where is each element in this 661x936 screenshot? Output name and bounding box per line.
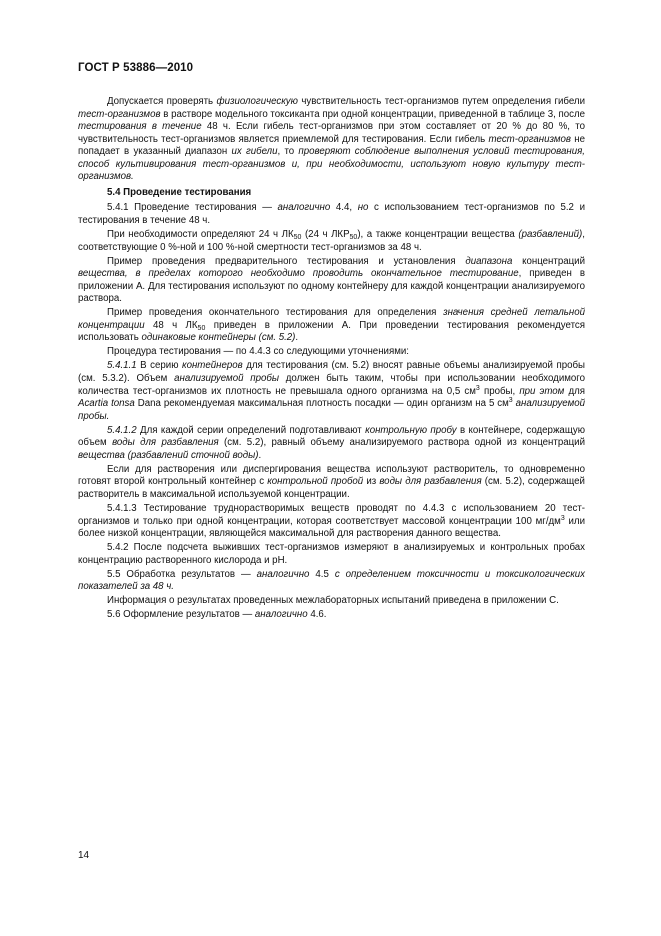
superscript: 3 bbox=[508, 397, 513, 405]
text-run: должен быть таким, чтобы при использовании необходимого количества тест-организмов их плотность не превышала одного организма на 0,5 см bbox=[78, 372, 585, 397]
italic-text: контрольную пробу bbox=[365, 424, 457, 436]
paragraph bbox=[78, 346, 585, 359]
text-run: В серию bbox=[136, 360, 183, 372]
text-run: 48 ч ЛК bbox=[144, 319, 198, 331]
italic-text: при этом bbox=[519, 385, 565, 397]
italic-text: 5.4.1.1 bbox=[107, 360, 137, 372]
text-run: 4.5 bbox=[309, 568, 335, 580]
italic-text: с определением токсичности и токсикологических показателей за 48 ч. bbox=[78, 568, 585, 593]
italic-text: аналогично bbox=[256, 568, 310, 580]
text-run: Пример проведения окончательного тестирования для определения bbox=[107, 307, 444, 319]
text-run: в контейнере, содержащую объем bbox=[78, 424, 586, 449]
text-run: 4.4, bbox=[330, 202, 358, 214]
text-run: (24 ч ЛКР bbox=[301, 228, 350, 240]
italic-text: тест-организмов bbox=[78, 108, 161, 120]
subscript: 50 bbox=[349, 233, 358, 241]
text-run: При необходимости определяют 24 ч ЛК bbox=[107, 228, 294, 240]
text-run: приведен в приложении А. При проведении тестирования рекомендуется использовать bbox=[78, 319, 585, 344]
text-run: или более низкой концентрации, являющейся максимальной для растворения данного вещества. bbox=[78, 515, 585, 540]
text-run: для bbox=[564, 385, 585, 397]
italic-text: анализируемой пробы. bbox=[78, 398, 585, 422]
document-header: ГОСТ Р 53886—2010 bbox=[78, 62, 194, 74]
text-run: , то bbox=[277, 146, 299, 158]
italic-text: воды для разбавления bbox=[379, 476, 482, 488]
text-run: (см. 5.2), содержащей растворитель в максимальной используемой концентрации. bbox=[78, 476, 585, 500]
text-run: , приведен в приложении А. Для тестирования используют по одному контейнеру для каждой концентрации анализируемого раствора. bbox=[78, 268, 586, 305]
text-run: Процедура тестирования — по 4.4.3 со следующими уточнениями: bbox=[107, 346, 409, 358]
italic-text: аналогично bbox=[277, 202, 331, 214]
text-run: ), а также концентрации вещества bbox=[357, 228, 519, 240]
paragraph bbox=[78, 569, 585, 594]
italic-text: их гибели bbox=[231, 146, 278, 158]
text-run: Dana рекомендуемая максимальная плотность посадки — один организм на 5 см bbox=[134, 398, 509, 410]
text-run: 5.6 Оформление результатов — bbox=[107, 609, 255, 621]
italic-text: аналогично bbox=[254, 609, 308, 621]
italic-text: воды для разбавления bbox=[112, 437, 219, 449]
italic-text: но bbox=[357, 202, 369, 214]
text-run: 5.4 Проведение тестирования bbox=[107, 186, 252, 198]
text-run: для тестирования (см. 5.2) вносят равные объемы анализируемой пробы (см. 5.3.2). Объем bbox=[78, 360, 585, 384]
paragraph bbox=[78, 595, 585, 608]
italic-text: значения средней летальной концентрации bbox=[78, 307, 585, 331]
text-run: Допускается проверять bbox=[107, 96, 217, 107]
italic-text: вещества, в пределах которого необходимо проводить окончательное тестирование bbox=[78, 268, 519, 280]
text-run: 5.4.1.3 Тестирование труднорастворимых веществ проводят по 4.4.3 с использованием 20 тест-организмов и только при одной концентрации, которая соответствует массовой концентрации 100 мг/дм bbox=[78, 502, 585, 527]
text-run: Информация о результатах проведенных межлабораторных испытаний приведена в приложении С. bbox=[107, 595, 559, 607]
text-run: не попадает в указанный диапазон bbox=[78, 133, 585, 158]
text-run: 4.6. bbox=[307, 609, 327, 621]
italic-text: 5.4.1.2 bbox=[107, 424, 137, 436]
text-run: (см. 5.2), равный объему анализируемого раствора одной из концентраций bbox=[218, 437, 585, 449]
text-run: 5.4.1 Проведение тестирования — bbox=[107, 202, 278, 214]
text-run: Если для растворения или диспергирования вещества используют растворитель, то одновременно готовят второй контрольный контейнер с bbox=[78, 463, 585, 488]
document-body bbox=[78, 96, 585, 623]
subscript: 50 bbox=[293, 233, 302, 241]
text-run: 5.4.2 После подсчета выживших тест-организмов измеряют в анализируемых и контрольных пробах концентрацию растворенного кислорода и pH. bbox=[78, 542, 585, 566]
section-heading bbox=[78, 187, 585, 200]
italic-text: (разбавлений) bbox=[518, 228, 583, 240]
text-run: Для каждой серии определений подготавливают bbox=[136, 424, 366, 436]
text-run: 48 ч. Если гибель тест-организмов при этом составляет от 20 % до 80 %, то чувствительность тест-организмов является приемлемой для тестирования. Если гибель bbox=[78, 121, 585, 145]
paragraph bbox=[78, 464, 585, 502]
text-run: с использованием тест-организмов по 5.2 и тестирования в течение 48 ч. bbox=[78, 202, 585, 226]
text-run: чувствительность тест-организмов путем определения гибели bbox=[297, 96, 585, 107]
paragraph bbox=[78, 96, 585, 184]
paragraph bbox=[78, 425, 585, 463]
italic-text: проверяют соблюдение выполнения условий тестирования, способ культивирования тест-организмов и, при необходимости, используют новую культуру тест-организмов. bbox=[78, 146, 585, 183]
paragraph bbox=[78, 503, 585, 541]
italic-text: одинаковые контейнеры (см. 5.2) bbox=[141, 332, 296, 344]
italic-text: контрольной пробой bbox=[267, 476, 364, 488]
paragraph bbox=[78, 609, 585, 622]
text-run: . bbox=[258, 449, 262, 461]
text-run: , соответствующие 0 %-ной и 100 %-ной смертности тест-организмов за 48 ч. bbox=[78, 228, 585, 253]
paragraph bbox=[78, 229, 585, 254]
italic-text: Acartia tonsa bbox=[78, 398, 135, 410]
superscript: 3 bbox=[560, 514, 565, 522]
superscript: 3 bbox=[475, 384, 480, 392]
text-run: из bbox=[363, 476, 380, 488]
page-number: 14 bbox=[78, 850, 90, 861]
italic-text: физиологическую bbox=[216, 96, 298, 107]
text-run: . bbox=[295, 332, 299, 344]
italic-text: контейнеров bbox=[182, 360, 243, 372]
text-run: 5.5 Обработка результатов — bbox=[107, 568, 257, 580]
subscript: 50 bbox=[197, 324, 206, 332]
text-run: концентраций bbox=[512, 255, 585, 267]
paragraph bbox=[78, 307, 585, 345]
paragraph bbox=[78, 256, 585, 306]
italic-text: тестирования в течение bbox=[78, 121, 202, 133]
paragraph bbox=[78, 542, 585, 567]
text-run: Пример проведения предварительного тестирования и установления bbox=[107, 255, 466, 267]
italic-text: диапазона bbox=[465, 255, 513, 267]
italic-text: анализируемой пробы bbox=[174, 372, 279, 384]
italic-text: тест-организмов bbox=[488, 133, 571, 145]
italic-text: вещества (разбавлений сточной воды) bbox=[78, 449, 259, 461]
paragraph bbox=[78, 360, 585, 423]
text-run: в растворе модельного токсиканта при одной концентрации, приведенной в таблице 3, после bbox=[160, 108, 585, 120]
paragraph bbox=[78, 202, 585, 227]
text-run: пробы, bbox=[479, 385, 520, 397]
